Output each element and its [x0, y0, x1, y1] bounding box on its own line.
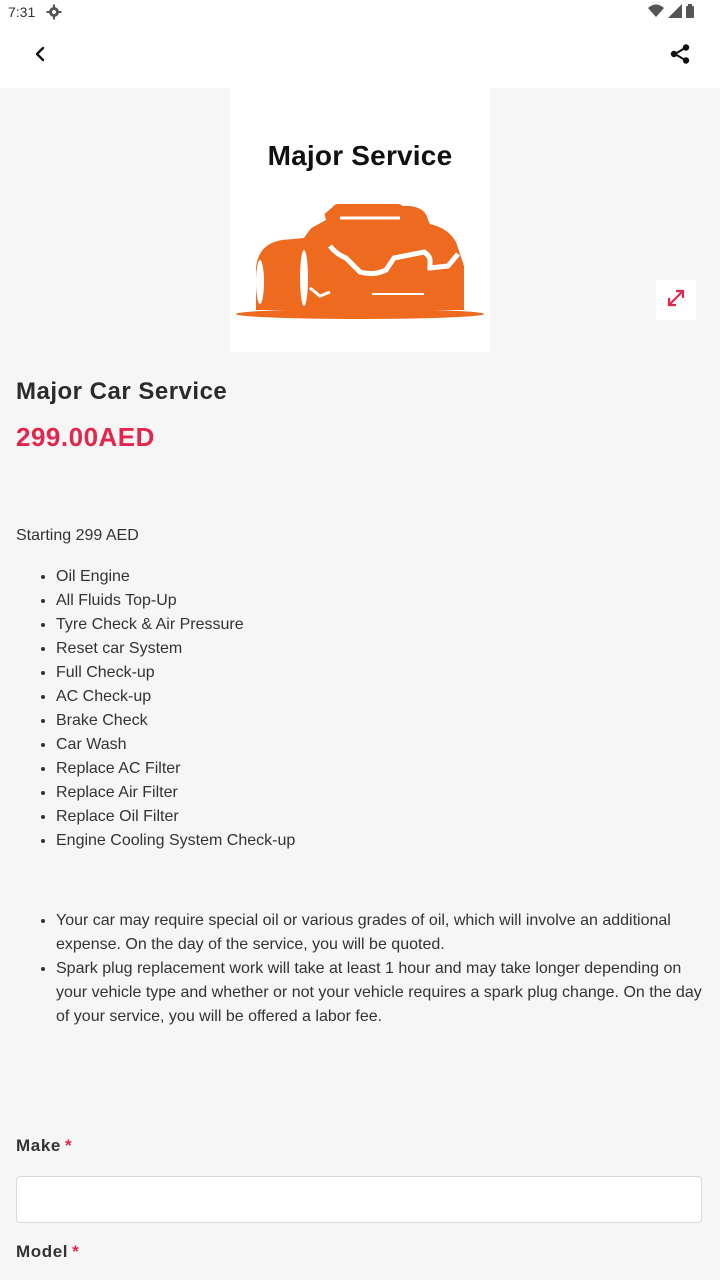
list-item: • AC Check-up [56, 685, 295, 709]
app-bar [0, 24, 720, 88]
list-item: • Car Wash [56, 733, 295, 757]
gear-icon [46, 4, 62, 20]
product-header [16, 372, 706, 453]
product-price: 299.00AED [16, 422, 155, 452]
list-item: • Tyre Check & Air Pressure [56, 613, 295, 637]
feature-list [16, 565, 295, 853]
wifi-icon [648, 4, 664, 21]
list-item: • All Fluids Top-Up [56, 589, 295, 613]
list-item: • Replace Air Filter [56, 781, 295, 805]
product-title: Major Car Service [16, 378, 228, 405]
list-item: • Engine Cooling System Check-up [56, 829, 295, 853]
chevron-left-icon [32, 46, 48, 67]
product-image-title: Major Service [267, 140, 453, 171]
make-label-text: Make [16, 1136, 61, 1155]
required-marker: * [64, 1136, 73, 1155]
model-label [16, 1242, 79, 1262]
product-image[interactable] [230, 88, 490, 352]
list-item: • Your car may require special oil or various grades of oil, which will involve an additional expense. On the day of the service, you will be quoted. [56, 909, 706, 957]
expand-icon [666, 288, 686, 313]
notes-list [16, 909, 706, 1029]
list-item: • Replace Oil Filter [56, 805, 295, 829]
list-item: • Replace AC Filter [56, 757, 295, 781]
status-bar [0, 0, 720, 24]
make-label [16, 1136, 72, 1156]
list-item: • Reset car System [56, 637, 295, 661]
signal-icon [668, 4, 682, 21]
list-item: • Spark plug replacement work will take at least 1 hour and may take longer depending on your vehicle type and whether or not your vehicle requires a spark plug change. On the day of your service, you will be offered a labor fee. [56, 957, 706, 1029]
share-icon [669, 43, 691, 70]
expand-image-button[interactable] [656, 280, 696, 320]
model-label-text: Model [16, 1242, 69, 1261]
list-item: • Brake Check [56, 709, 295, 733]
share-button[interactable] [664, 40, 696, 72]
list-item: • Full Check-up [56, 661, 295, 685]
back-button[interactable] [24, 40, 56, 72]
status-time: 7:31 [8, 4, 36, 20]
battery-icon [686, 4, 694, 21]
list-item: • Oil Engine [56, 565, 295, 589]
required-marker: * [72, 1242, 80, 1261]
starting-price-text: Starting 299 AED [16, 527, 139, 544]
car-icon [234, 196, 486, 327]
make-field[interactable] [16, 1176, 702, 1223]
